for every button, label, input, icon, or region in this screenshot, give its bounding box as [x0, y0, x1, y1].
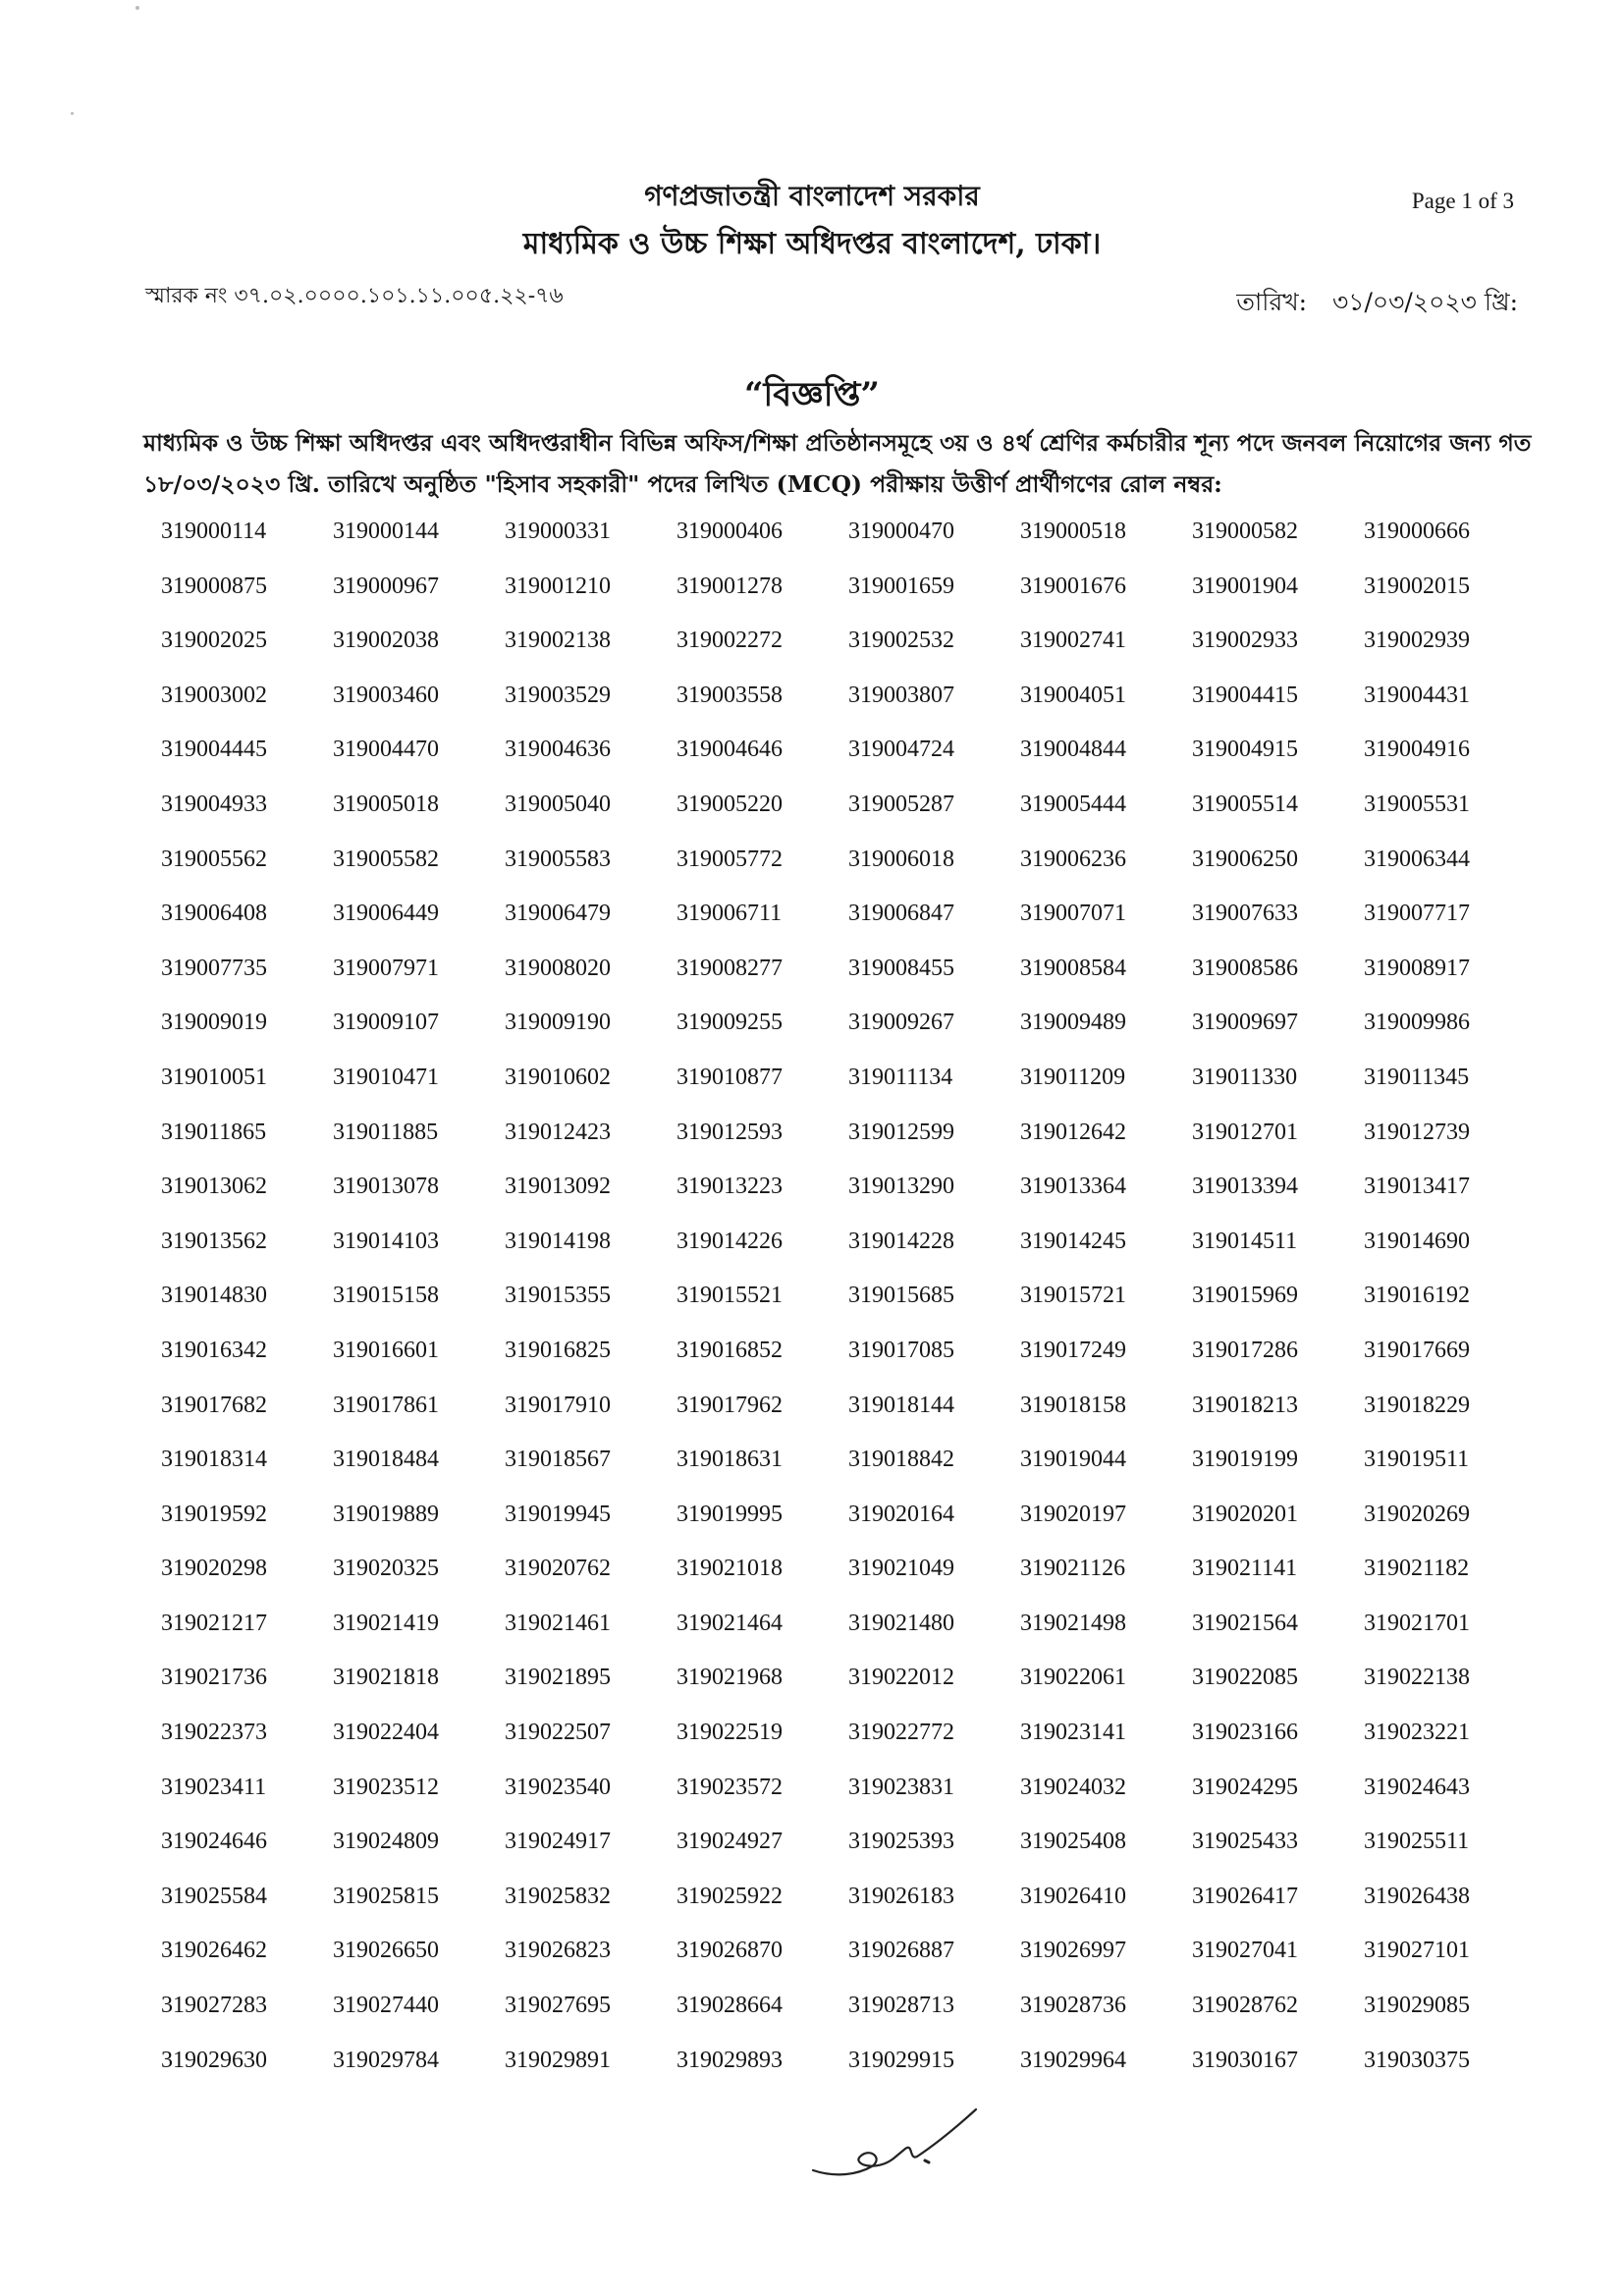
roll-number: 319023166 — [1192, 1720, 1298, 1746]
roll-number: 319007735 — [161, 955, 267, 981]
roll-number: 319009986 — [1364, 1010, 1470, 1036]
roll-number: 319021480 — [848, 1610, 954, 1636]
roll-number: 319004470 — [333, 737, 439, 763]
roll-row — [134, 901, 1508, 956]
date-row — [1236, 283, 1518, 325]
roll-number: 319023221 — [1364, 1720, 1470, 1746]
roll-number: 319022012 — [848, 1665, 954, 1691]
roll-number: 319024917 — [505, 1829, 611, 1855]
roll-number: 319007071 — [1020, 901, 1126, 927]
roll-row — [134, 847, 1508, 902]
roll-number: 319015969 — [1192, 1283, 1298, 1309]
roll-number: 319018229 — [1364, 1392, 1470, 1418]
roll-number: 319021736 — [161, 1665, 267, 1691]
roll-number: 319026887 — [848, 1938, 954, 1964]
roll-number: 319025433 — [1192, 1829, 1298, 1855]
roll-number: 319030167 — [1192, 2047, 1298, 2073]
roll-number: 319008586 — [1192, 955, 1298, 981]
roll-number: 319019044 — [1020, 1447, 1126, 1473]
roll-number: 319000114 — [161, 519, 267, 544]
roll-number: 319004844 — [1020, 737, 1126, 763]
signature-image — [807, 2102, 984, 2190]
roll-number: 319027440 — [333, 1993, 439, 2019]
roll-number: 319026823 — [505, 1938, 611, 1964]
roll-row — [134, 1010, 1508, 1065]
roll-number: 319012423 — [505, 1119, 611, 1145]
roll-number: 319014228 — [848, 1228, 954, 1254]
roll-number: 319018144 — [848, 1392, 954, 1418]
roll-number: 319008917 — [1364, 955, 1470, 981]
roll-number: 319009190 — [505, 1010, 611, 1036]
roll-number: 319005018 — [333, 791, 439, 817]
roll-number: 319001676 — [1020, 573, 1126, 599]
roll-number: 319020269 — [1364, 1501, 1470, 1527]
roll-number: 319004915 — [1192, 737, 1298, 763]
roll-row — [134, 1120, 1508, 1175]
roll-row — [134, 1338, 1508, 1393]
roll-number: 319023540 — [505, 1774, 611, 1800]
roll-number: 319011345 — [1364, 1064, 1470, 1090]
roll-number: 319017682 — [161, 1392, 267, 1418]
roll-number: 319013223 — [677, 1174, 783, 1200]
date-value: ৩১/০৩/২০২৩ খ্রি: — [1332, 288, 1518, 316]
roll-number: 319003460 — [333, 682, 439, 708]
roll-number: 319004636 — [505, 737, 611, 763]
roll-number: 319009019 — [161, 1010, 267, 1036]
roll-number: 319021419 — [333, 1610, 439, 1636]
roll-row — [134, 1829, 1508, 1884]
roll-number: 319005040 — [505, 791, 611, 817]
roll-number: 319000331 — [505, 519, 611, 544]
roll-number: 319029964 — [1020, 2047, 1126, 2073]
roll-number: 319021564 — [1192, 1610, 1298, 1636]
roll-number: 319020325 — [333, 1556, 439, 1582]
roll-number: 319016852 — [677, 1337, 783, 1363]
roll-number: 319002933 — [1192, 628, 1298, 654]
roll-number: 319014830 — [161, 1283, 267, 1309]
roll-row — [134, 1283, 1508, 1338]
roll-number: 319025832 — [505, 1883, 611, 1909]
roll-number: 319010877 — [677, 1064, 783, 1090]
roll-number: 319008455 — [848, 955, 954, 981]
roll-number: 319024295 — [1192, 1774, 1298, 1800]
roll-number: 319019995 — [677, 1501, 783, 1527]
roll-number: 319006408 — [161, 901, 267, 927]
roll-number: 319029085 — [1364, 1993, 1470, 2019]
roll-number: 319012701 — [1192, 1119, 1298, 1145]
roll-number: 319020298 — [161, 1556, 267, 1582]
roll-number: 319018158 — [1020, 1392, 1126, 1418]
roll-number: 319023141 — [1020, 1720, 1126, 1746]
roll-number: 319006449 — [333, 901, 439, 927]
roll-number: 319009255 — [677, 1010, 783, 1036]
roll-number: 319024032 — [1020, 1774, 1126, 1800]
roll-number: 319000875 — [161, 573, 267, 599]
roll-number: 319026438 — [1364, 1883, 1470, 1909]
roll-number: 319026462 — [161, 1938, 267, 1964]
roll-row — [134, 1993, 1508, 2048]
roll-number: 319006250 — [1192, 846, 1298, 872]
roll-number: 319021498 — [1020, 1610, 1126, 1636]
roll-number: 319011885 — [333, 1119, 439, 1145]
roll-number: 319005287 — [848, 791, 954, 817]
roll-number: 319021464 — [677, 1610, 783, 1636]
roll-number: 319013417 — [1364, 1174, 1470, 1200]
roll-number: 319024809 — [333, 1829, 439, 1855]
roll-number: 319021182 — [1364, 1556, 1470, 1582]
roll-number: 319025393 — [848, 1829, 954, 1855]
roll-number: 319029784 — [333, 2047, 439, 2073]
roll-number: 319008584 — [1020, 955, 1126, 981]
roll-number: 319002939 — [1364, 628, 1470, 654]
roll-number: 319007971 — [333, 955, 439, 981]
roll-number: 319014511 — [1192, 1228, 1298, 1254]
roll-number: 319001210 — [505, 573, 611, 599]
roll-number: 319000967 — [333, 573, 439, 599]
date-label: তারিখ: — [1236, 288, 1308, 316]
roll-number: 319021141 — [1192, 1556, 1298, 1582]
roll-row — [134, 792, 1508, 847]
roll-number: 319002015 — [1364, 573, 1470, 599]
roll-number: 319018484 — [333, 1447, 439, 1473]
roll-number: 319026410 — [1020, 1883, 1126, 1909]
roll-number: 319026183 — [848, 1883, 954, 1909]
roll-number: 319027101 — [1364, 1938, 1470, 1964]
roll-number: 319004724 — [848, 737, 954, 763]
roll-row — [134, 1065, 1508, 1120]
roll-number: 319014198 — [505, 1228, 611, 1254]
roll-number: 319017249 — [1020, 1337, 1126, 1363]
roll-number: 319016601 — [333, 1337, 439, 1363]
roll-number: 319006018 — [848, 846, 954, 872]
notice-title: “বিজ্ঞপ্তি” — [744, 375, 880, 414]
roll-row — [134, 737, 1508, 792]
roll-number: 319013062 — [161, 1174, 267, 1200]
roll-row — [134, 1447, 1508, 1502]
roll-row — [134, 1775, 1508, 1830]
roll-number: 319025511 — [1364, 1829, 1470, 1855]
roll-number: 319002532 — [848, 628, 954, 654]
roll-number: 319011330 — [1192, 1064, 1298, 1090]
roll-number: 319020201 — [1192, 1501, 1298, 1527]
roll-number: 319009697 — [1192, 1010, 1298, 1036]
roll-row — [134, 683, 1508, 738]
roll-number: 319021818 — [333, 1665, 439, 1691]
roll-number: 319015158 — [333, 1283, 439, 1309]
roll-number: 319009267 — [848, 1010, 954, 1036]
roll-number: 319015521 — [677, 1283, 783, 1309]
roll-number: 319005562 — [161, 846, 267, 872]
roll-number: 319005582 — [333, 846, 439, 872]
roll-number: 319018567 — [505, 1447, 611, 1473]
roll-number: 319000144 — [333, 519, 439, 544]
roll-number: 319019511 — [1364, 1447, 1470, 1473]
roll-number: 319015721 — [1020, 1283, 1126, 1309]
roll-number: 319022519 — [677, 1720, 783, 1746]
roll-number: 319026650 — [333, 1938, 439, 1964]
scan-speck — [135, 6, 139, 10]
roll-number: 319013394 — [1192, 1174, 1298, 1200]
roll-row — [134, 2048, 1508, 2103]
roll-number: 319025408 — [1020, 1829, 1126, 1855]
roll-row — [134, 1665, 1508, 1720]
roll-number: 319005772 — [677, 846, 783, 872]
roll-number: 319016192 — [1364, 1283, 1470, 1309]
roll-number: 319021461 — [505, 1610, 611, 1636]
roll-number: 319030375 — [1364, 2047, 1470, 2073]
roll-number: 319018631 — [677, 1447, 783, 1473]
roll-number: 319000582 — [1192, 519, 1298, 544]
roll-number: 319013290 — [848, 1174, 954, 1200]
roll-row — [134, 1556, 1508, 1611]
roll-number: 319028664 — [677, 1993, 783, 2019]
roll-number: 319014245 — [1020, 1228, 1126, 1254]
roll-number: 319017085 — [848, 1337, 954, 1363]
roll-number: 319022404 — [333, 1720, 439, 1746]
roll-number: 319001659 — [848, 573, 954, 599]
roll-number: 319004445 — [161, 737, 267, 763]
roll-number: 319004916 — [1364, 737, 1470, 763]
roll-number: 319004431 — [1364, 682, 1470, 708]
roll-number: 319003002 — [161, 682, 267, 708]
roll-number: 319016825 — [505, 1337, 611, 1363]
roll-number: 319020197 — [1020, 1501, 1126, 1527]
roll-number: 319002038 — [333, 628, 439, 654]
roll-number: 319022061 — [1020, 1665, 1126, 1691]
roll-number: 319018314 — [161, 1447, 267, 1473]
roll-row — [134, 628, 1508, 683]
roll-number: 319024646 — [161, 1829, 267, 1855]
roll-number: 319018842 — [848, 1447, 954, 1473]
roll-row — [134, 519, 1508, 574]
roll-number: 319025815 — [333, 1883, 439, 1909]
roll-number: 319027041 — [1192, 1938, 1298, 1964]
roll-number: 319012599 — [848, 1119, 954, 1145]
roll-number: 319001904 — [1192, 573, 1298, 599]
roll-number: 319002741 — [1020, 628, 1126, 654]
roll-row — [134, 1502, 1508, 1557]
roll-number: 319026997 — [1020, 1938, 1126, 1964]
roll-number: 319017861 — [333, 1392, 439, 1418]
roll-number: 319021126 — [1020, 1556, 1126, 1582]
roll-row — [134, 956, 1508, 1011]
roll-number: 319015355 — [505, 1283, 611, 1309]
roll-number: 319012642 — [1020, 1119, 1126, 1145]
roll-number: 319017669 — [1364, 1337, 1470, 1363]
roll-number: 319009107 — [333, 1010, 439, 1036]
page-number: Page 1 of 3 — [1411, 189, 1514, 213]
roll-row — [134, 1174, 1508, 1229]
roll-number: 319005220 — [677, 791, 783, 817]
notice-text: মাধ্যমিক ও উচ্চ শিক্ষা অধিদপ্তর এবং অধিদপ্তরাধীন বিভিন্ন অফিস/শিক্ষা প্রতিষ্ঠানসমূহে ৩য় ও ৪র্থ শ্রেণির কর্মচারীর শূন্য পদে জনবল নিয়োগের জন্য গত ১৮/০৩/২০২৩ খ্রি. তারিখে অনুষ্ঠিত "হিসাব সহকারী" পদের লিখিত (MCQ) পরীক্ষায় উত্তীর্ণ প্রার্থীগণের রোল নম্বর: — [143, 429, 1532, 498]
roll-number: 319021968 — [677, 1665, 783, 1691]
roll-number: 319005514 — [1192, 791, 1298, 817]
roll-number: 319010051 — [161, 1064, 267, 1090]
roll-number: 319023512 — [333, 1774, 439, 1800]
roll-number: 319014226 — [677, 1228, 783, 1254]
roll-number: 319006847 — [848, 901, 954, 927]
roll-number: 319029915 — [848, 2047, 954, 2073]
roll-number: 319010471 — [333, 1064, 439, 1090]
roll-number: 319022507 — [505, 1720, 611, 1746]
roll-number: 319005444 — [1020, 791, 1126, 817]
roll-number: 319014103 — [333, 1228, 439, 1254]
roll-number: 319006344 — [1364, 846, 1470, 872]
roll-row — [134, 574, 1508, 629]
roll-number: 319016342 — [161, 1337, 267, 1363]
roll-row — [134, 1884, 1508, 1939]
roll-number: 319004933 — [161, 791, 267, 817]
roll-number: 319000406 — [677, 519, 783, 544]
roll-number: 319027695 — [505, 1993, 611, 2019]
roll-number: 319013562 — [161, 1228, 267, 1254]
roll-number: 319021049 — [848, 1556, 954, 1582]
roll-number: 319014690 — [1364, 1228, 1470, 1254]
roll-number: 319022772 — [848, 1720, 954, 1746]
roll-number: 319025922 — [677, 1883, 783, 1909]
roll-row — [134, 1938, 1508, 1993]
roll-number: 319004051 — [1020, 682, 1126, 708]
scan-speck — [71, 112, 74, 115]
roll-number: 319029630 — [161, 2047, 267, 2073]
roll-row — [134, 1611, 1508, 1666]
roll-number: 319020164 — [848, 1501, 954, 1527]
roll-number: 319006479 — [505, 901, 611, 927]
roll-number: 319019945 — [505, 1501, 611, 1527]
roll-number: 319028736 — [1020, 1993, 1126, 2019]
roll-number: 319022373 — [161, 1720, 267, 1746]
roll-number: 319021895 — [505, 1665, 611, 1691]
roll-number-table — [134, 519, 1508, 2102]
roll-number: 319017962 — [677, 1392, 783, 1418]
roll-number: 319011134 — [848, 1064, 953, 1090]
roll-row — [134, 1229, 1508, 1284]
roll-number: 319009489 — [1020, 1010, 1126, 1036]
roll-number: 319021018 — [677, 1556, 783, 1582]
roll-number: 319012593 — [677, 1119, 783, 1145]
roll-number: 319029893 — [677, 2047, 783, 2073]
roll-number: 319006236 — [1020, 846, 1126, 872]
roll-number: 319021217 — [161, 1610, 267, 1636]
roll-number: 319019199 — [1192, 1447, 1298, 1473]
roll-number: 319003529 — [505, 682, 611, 708]
roll-number: 319002138 — [505, 628, 611, 654]
roll-number: 319024927 — [677, 1829, 783, 1855]
roll-number: 319006711 — [677, 901, 783, 927]
roll-number: 319025584 — [161, 1883, 267, 1909]
roll-number: 319002272 — [677, 628, 783, 654]
roll-number: 319005531 — [1364, 791, 1470, 817]
roll-number: 319023831 — [848, 1774, 954, 1800]
roll-number: 319004646 — [677, 737, 783, 763]
roll-number: 319011209 — [1020, 1064, 1126, 1090]
roll-number: 319028762 — [1192, 1993, 1298, 2019]
roll-number: 319023572 — [677, 1774, 783, 1800]
roll-number: 319013092 — [505, 1174, 611, 1200]
roll-number: 319003807 — [848, 682, 954, 708]
roll-number: 319007633 — [1192, 901, 1298, 927]
roll-number: 319026417 — [1192, 1883, 1298, 1909]
roll-number: 319021701 — [1364, 1610, 1470, 1636]
roll-row — [134, 1393, 1508, 1448]
roll-number: 319013364 — [1020, 1174, 1126, 1200]
roll-number: 319013078 — [333, 1174, 439, 1200]
roll-number: 319019889 — [333, 1501, 439, 1527]
roll-number: 319018213 — [1192, 1392, 1298, 1418]
roll-row — [134, 1720, 1508, 1775]
roll-number: 319008020 — [505, 955, 611, 981]
roll-number: 319000518 — [1020, 519, 1126, 544]
roll-number: 319010602 — [505, 1064, 611, 1090]
roll-number: 319026870 — [677, 1938, 783, 1964]
roll-number: 319008277 — [677, 955, 783, 981]
roll-number: 319011865 — [161, 1119, 267, 1145]
roll-number: 319004415 — [1192, 682, 1298, 708]
roll-number: 319001278 — [677, 573, 783, 599]
roll-number: 319012739 — [1364, 1119, 1470, 1145]
roll-number: 319007717 — [1364, 901, 1470, 927]
roll-number: 319000470 — [848, 519, 954, 544]
government-heading: গণপ্রজাতন্ত্রী বাংলাদেশ সরকার — [644, 180, 980, 212]
roll-number: 319017286 — [1192, 1337, 1298, 1363]
roll-number: 319028713 — [848, 1993, 954, 2019]
roll-number: 319023411 — [161, 1774, 267, 1800]
roll-number: 319024643 — [1364, 1774, 1470, 1800]
roll-number: 319000666 — [1364, 519, 1470, 544]
roll-number: 319029891 — [505, 2047, 611, 2073]
roll-number: 319003558 — [677, 682, 783, 708]
memo-reference: স্মারক নং ৩৭.০২.০০০০.১০১.১১.০০৫.২২-৭৬ — [145, 284, 564, 308]
roll-number: 319015685 — [848, 1283, 954, 1309]
roll-number: 319022085 — [1192, 1665, 1298, 1691]
roll-number: 319022138 — [1364, 1665, 1470, 1691]
roll-number: 319017910 — [505, 1392, 611, 1418]
roll-number: 319020762 — [505, 1556, 611, 1582]
department-heading: মাধ্যমিক ও উচ্চ শিক্ষা অধিদপ্তর বাংলাদেশ, ঢাকা। — [522, 227, 1102, 261]
roll-number: 319002025 — [161, 628, 267, 654]
roll-number: 319027283 — [161, 1993, 267, 2019]
roll-number: 319019592 — [161, 1501, 267, 1527]
roll-number: 319005583 — [505, 846, 611, 872]
